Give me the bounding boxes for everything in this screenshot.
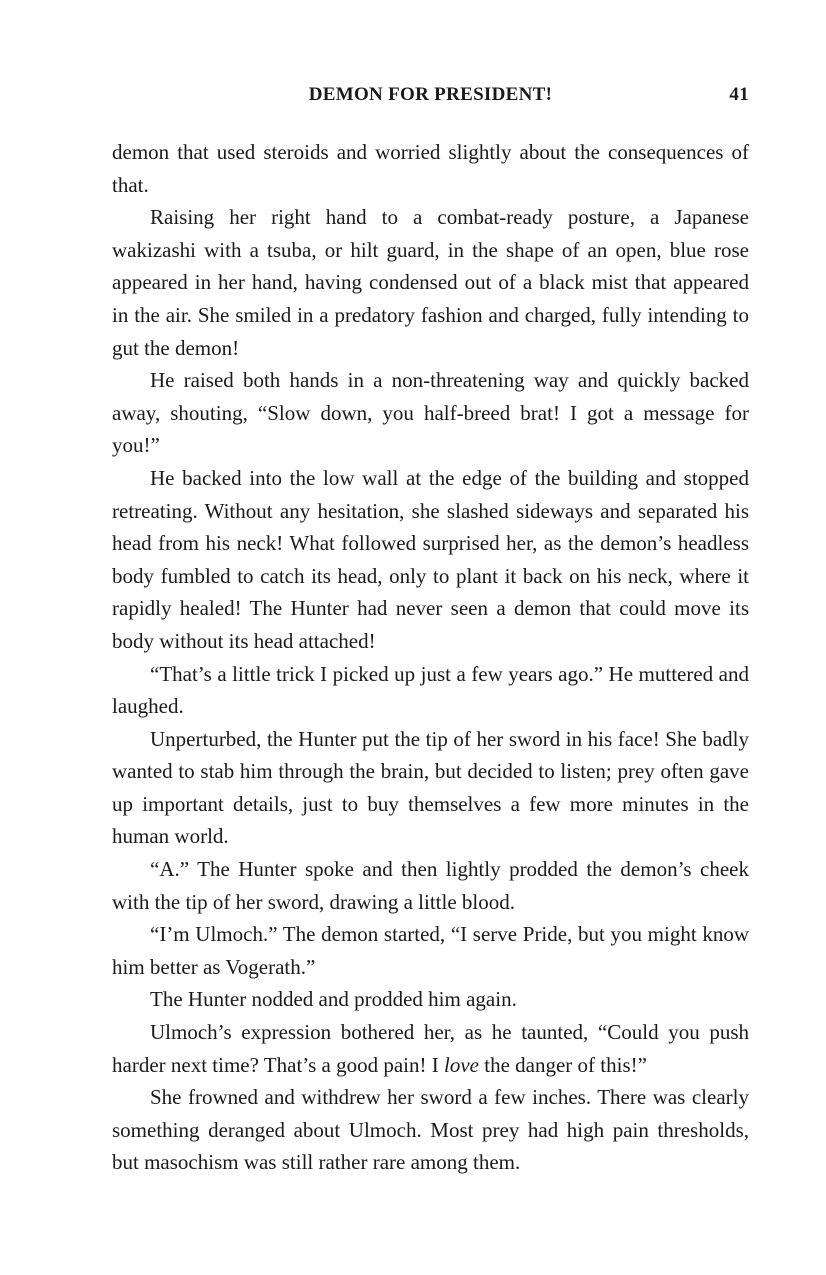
paragraph-text-after: the danger of this!” <box>479 1052 647 1077</box>
paragraph: “That’s a little trick I picked up just a few years ago.” He muttered and laughed. <box>112 661 749 719</box>
paragraph: “A.” The Hunter spoke and then lightly prodded the demon’s cheek with the tip of her sword, drawing a little blood. <box>112 857 749 914</box>
paragraph-with-emphasis <box>112 1016 749 1081</box>
running-title: DEMON FOR PRESIDENT! <box>308 84 553 105</box>
emphasized-word: love <box>444 1052 479 1077</box>
paragraph-text-before: Ulmoch’s expression bothered her, as he taunted, “Could you push harder next time? That’s a good pain! I <box>112 1020 749 1077</box>
paragraph-continued: demon that used steroids and worried slightly about the consequences of that. <box>112 140 749 197</box>
paragraph: The Hunter nodded and prodded him again. <box>150 987 517 1012</box>
paragraph: He backed into the low wall at the edge of the building and stopped retreating. Without any hesitation, she slashed sideways and separated his head from his neck! What followed surprised her, as the demon’s headless body fumbled to catch its head, only to plant it back on his neck, where it rapidly healed! The Hunter had never seen a demon that could move its body without its head attached! <box>112 465 749 653</box>
paragraph: “I’m Ulmoch.” The demon started, “I serve Pride, but you might know him better as Vogerath.” <box>112 922 749 979</box>
body-text <box>112 136 749 1179</box>
paragraph: He raised both hands in a non-threatening way and quickly backed away, shouting, “Slow down, you half-breed brat! I got a message for you!” <box>112 368 749 458</box>
page-number: 41 <box>729 84 749 105</box>
paragraph: She frowned and withdrew her sword a few inches. There was clearly something deranged about Ulmoch. Most prey had high pain thresholds, but masochism was still rather rare among them. <box>112 1085 749 1175</box>
book-page <box>112 0 749 1275</box>
running-header <box>112 84 749 110</box>
paragraph: Unperturbed, the Hunter put the tip of her sword in his face! She badly wanted to stab him through the brain, but decided to listen; prey often gave up important details, just to buy themselves a few more minutes in the human world. <box>112 726 749 849</box>
paragraph: Raising her right hand to a combat-ready posture, a Japanese wakizashi with a tsuba, or hilt guard, in the shape of an open, blue rose appeared in her hand, having condensed out of a black mist that appeared in the air. She smiled in a predatory fashion and charged, fully intending to gut the demon! <box>112 205 749 360</box>
